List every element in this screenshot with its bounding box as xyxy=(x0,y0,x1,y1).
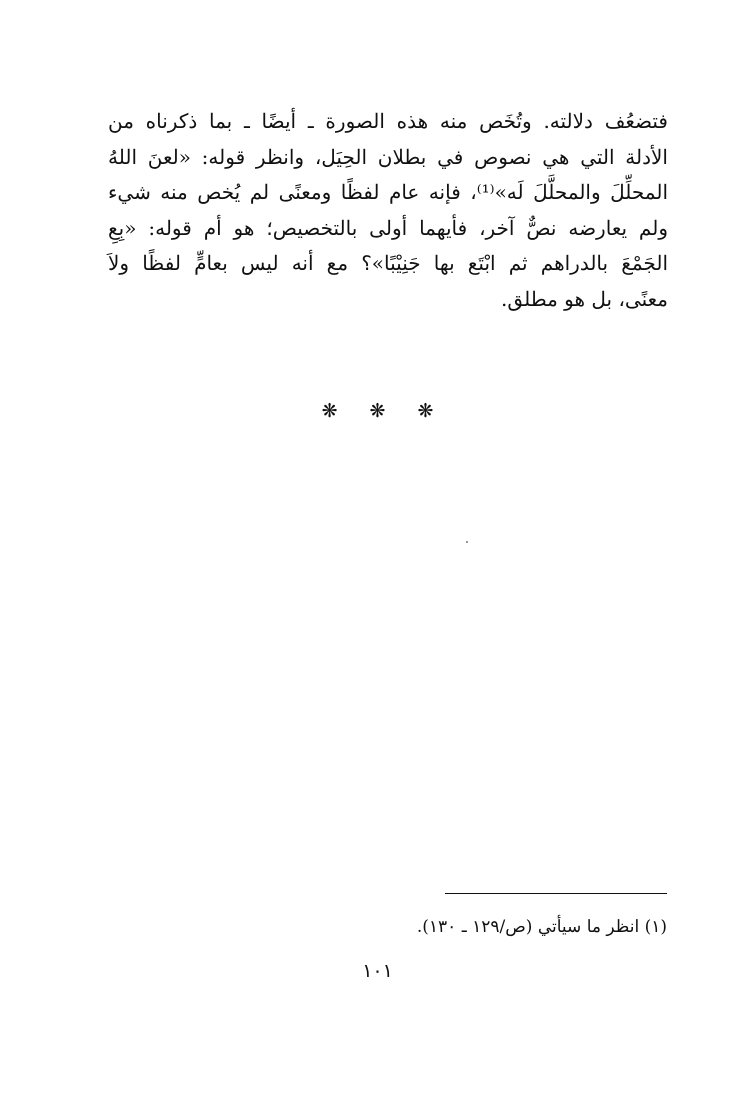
footnote: (١) انظر ما سيأتي (ص/١٢٩ ـ ١٣٠). xyxy=(416,917,667,937)
footnote-divider xyxy=(445,893,667,894)
page-number: ١٠١ xyxy=(362,960,393,982)
paragraph-line: ولم يعارضه نصٌّ آخر، فأيهما أولى بالتخصيص؛ هو أم قوله: «بِعِ xyxy=(108,215,668,240)
paragraph-line: الأدلة التي هي نصوص في بطلان الحِيَل، وانظر قوله: «لعنَ اللهُ xyxy=(108,144,668,169)
separator-star-icon: ❋ xyxy=(417,400,434,422)
paragraph-line: فتضعُف دلالته. وتُخَص منه هذه الصورة ـ أيضًا ـ بما ذكرناه من xyxy=(108,109,668,133)
paragraph-line: المحلِّلَ والمحلَّلَ لَه»⁽¹⁾، فإنه عام لفظًا ومعنًى لم يُخص منه شيء xyxy=(108,180,669,204)
separator-star-icon: ❋ xyxy=(369,400,386,422)
paragraph-line: الجَمْعَ بالدراهم ثم ابْتَع بها جَنِيْبًا»؟ مع أنه ليس بعامٍّ لفظًا ولاَ xyxy=(108,251,668,275)
scan-speck xyxy=(466,541,468,543)
section-separator xyxy=(0,400,755,422)
main-paragraph xyxy=(108,104,668,317)
separator-star-icon: ❋ xyxy=(321,400,338,422)
paragraph-line: معنًى، بل هو مطلق. xyxy=(501,286,668,311)
